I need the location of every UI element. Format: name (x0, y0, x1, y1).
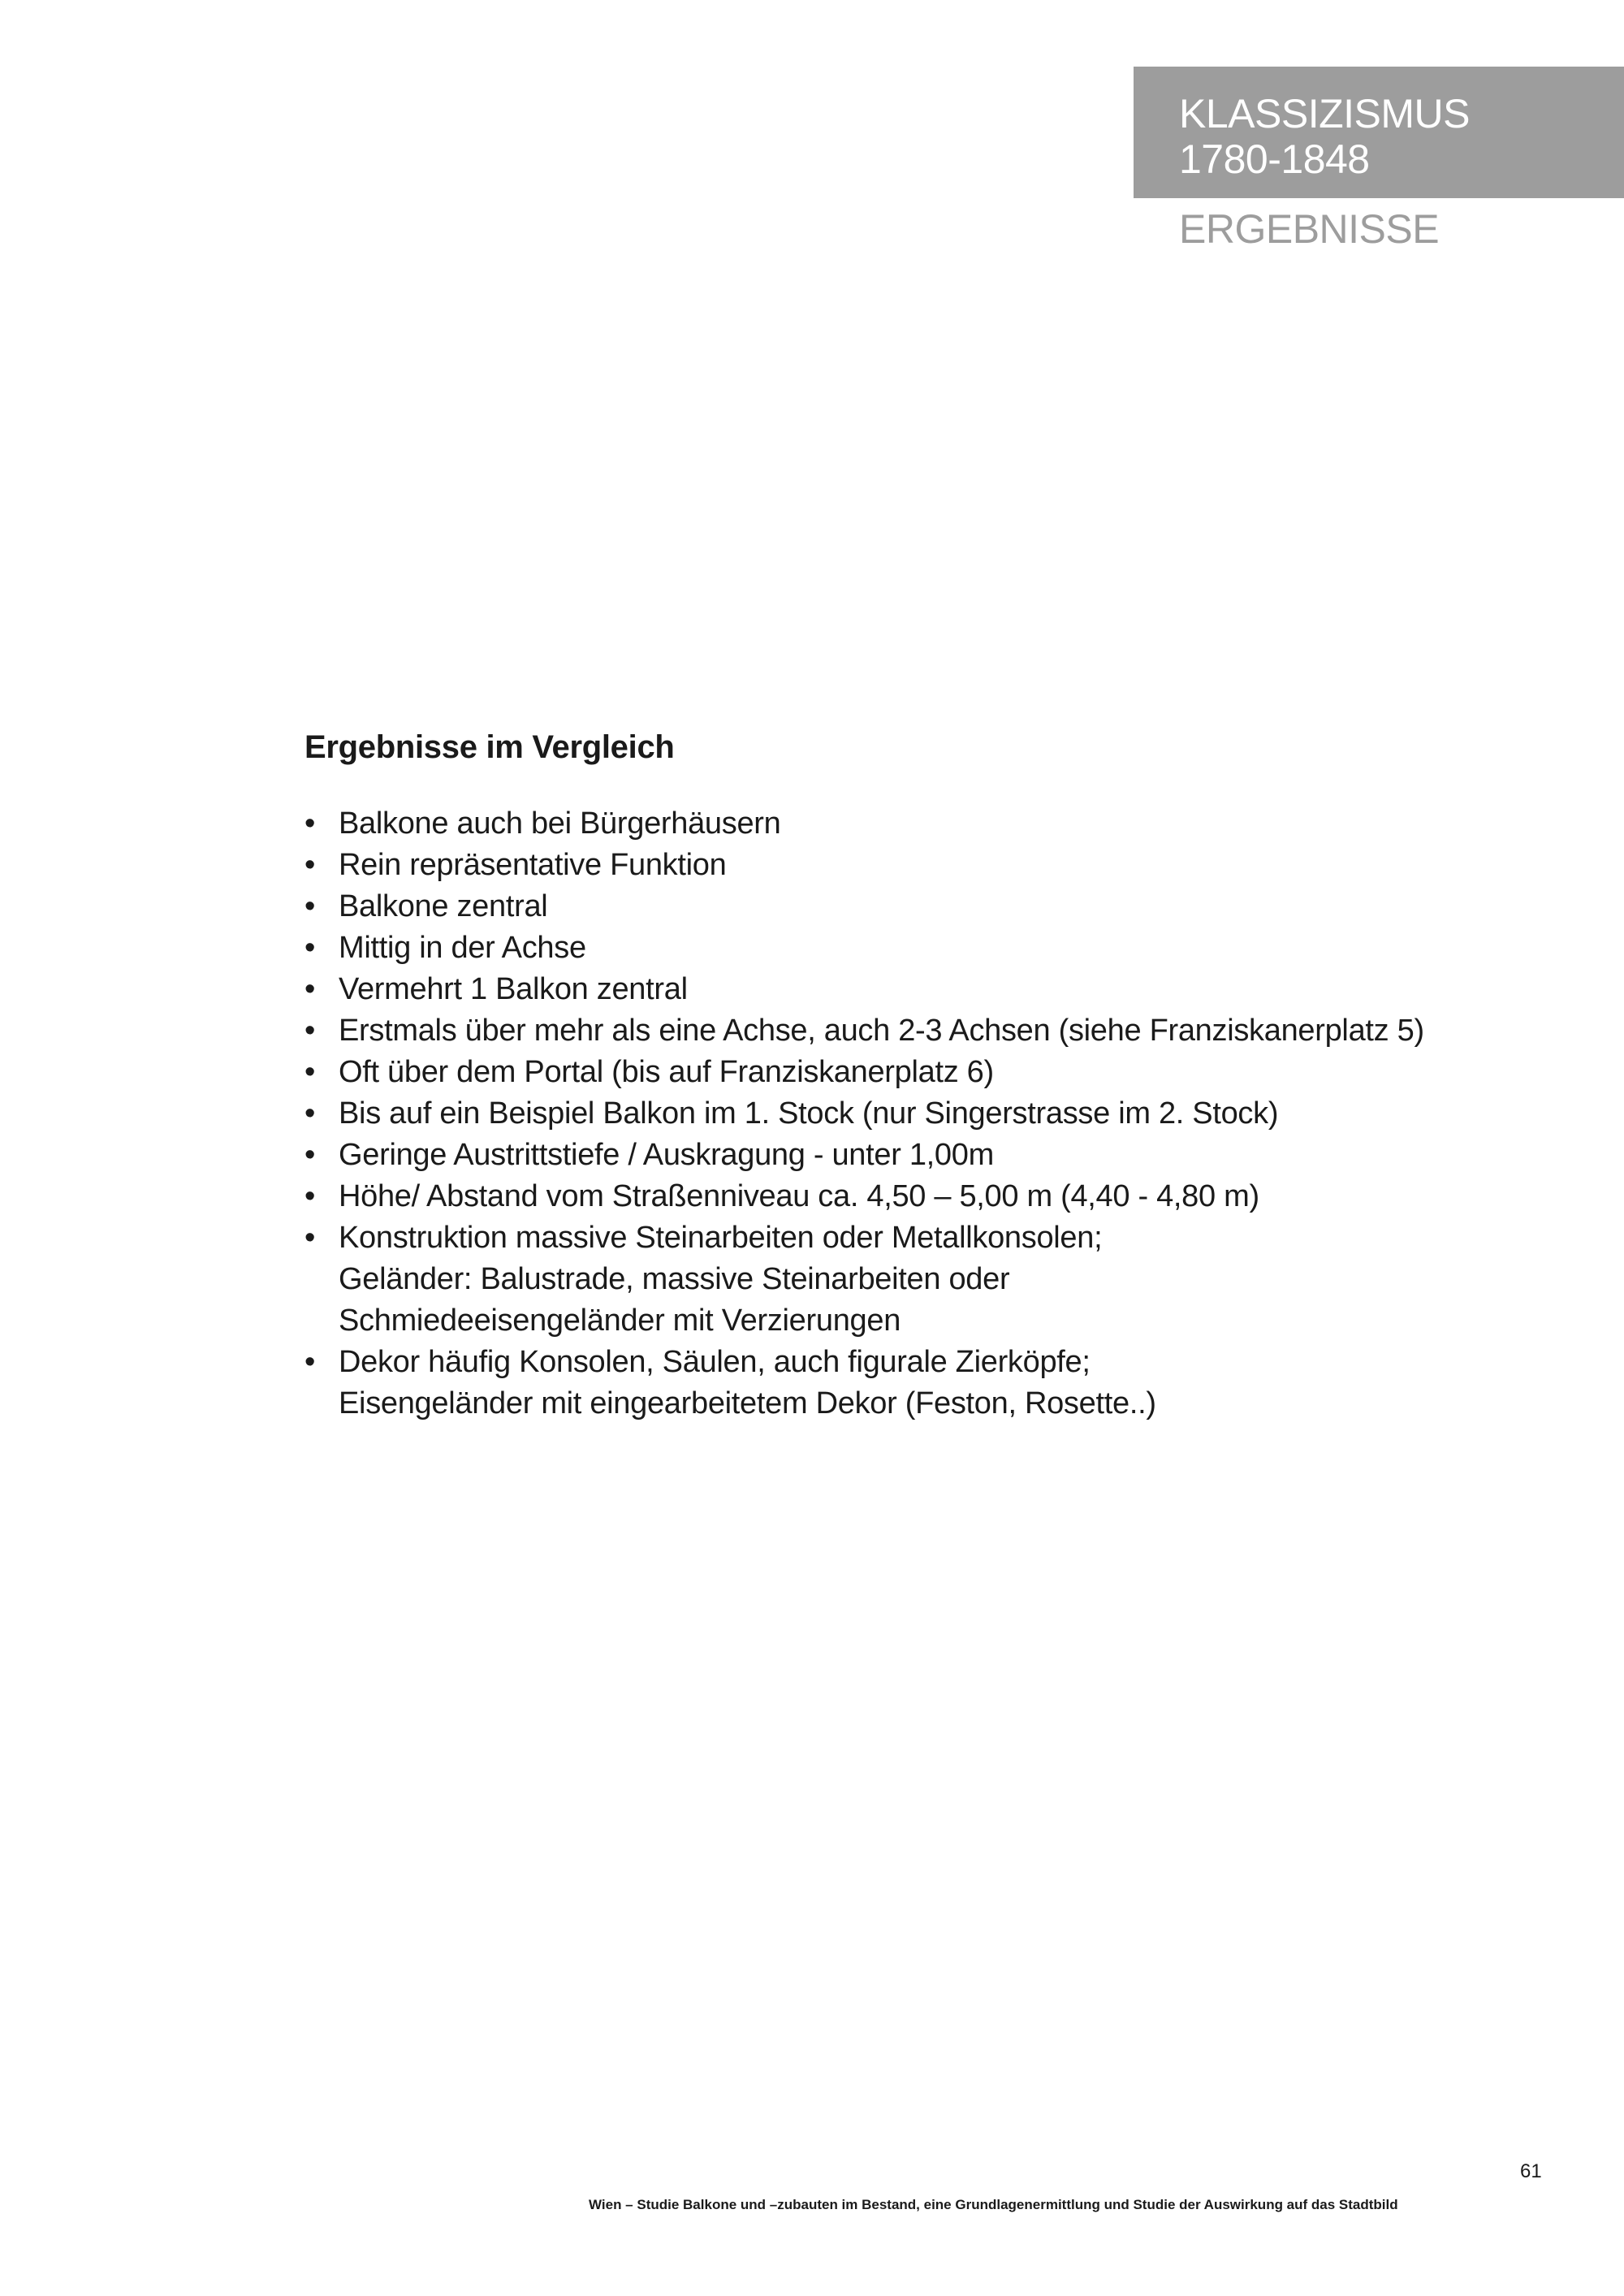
bullet-icon: • (304, 806, 316, 841)
list-item (304, 1342, 1482, 1425)
list-item (304, 1052, 1482, 1093)
chapter-subtitle: ERGEBNISSE (1179, 206, 1440, 252)
list-item (304, 1093, 1482, 1135)
list-item-text: Bis auf ein Beispiel Balkon im 1. Stock (nur Singerstrasse im 2. Stock) (339, 1096, 1279, 1131)
list-item-text: Vermehrt 1 Balkon zentral (339, 972, 688, 1006)
list-item-text: Eisengeländer mit eingearbeitetem Dekor (Feston, Rosette..) (339, 1386, 1156, 1420)
list-item-text: Mittig in der Achse (339, 931, 586, 965)
bullet-icon: • (304, 972, 316, 1006)
list-item-text: Geringe Austrittstiefe / Auskragung - unter 1,00m (339, 1138, 994, 1172)
list-item-text: Balkone zentral (339, 889, 548, 923)
page-number: 61 (1520, 2160, 1542, 2182)
chapter-title-box (1134, 67, 1624, 198)
list-item (304, 845, 1482, 886)
list-item-text: Schmiedeeisengeländer mit Verzierungen (339, 1304, 901, 1338)
bullet-icon: • (304, 848, 316, 882)
bullet-icon: • (304, 1345, 316, 1379)
bullet-icon: • (304, 1138, 316, 1172)
list-item (304, 1135, 1482, 1176)
bullet-icon: • (304, 1096, 316, 1131)
bullet-icon: • (304, 1055, 316, 1089)
list-item (304, 1176, 1482, 1217)
list-item-text: Balkone auch bei Bürgerhäusern (339, 806, 781, 841)
section-heading: Ergebnisse im Vergleich (304, 729, 675, 765)
list-item-text: Erstmals über mehr als eine Achse, auch 2-3 Achsen (siehe Franziskanerplatz 5) (339, 1014, 1424, 1048)
chapter-title (1179, 91, 1624, 182)
list-item (304, 886, 1482, 927)
list-item (304, 927, 1482, 969)
bullet-icon: • (304, 1014, 316, 1048)
chapter-title-line2: 1780-1848 (1179, 136, 1370, 182)
bullet-icon: • (304, 1179, 316, 1213)
bullet-list (304, 803, 1482, 1425)
list-item-text: Oft über dem Portal (bis auf Franziskanerplatz 6) (339, 1055, 994, 1089)
list-item-text: Konstruktion massive Steinarbeiten oder Metallkonsolen; (339, 1221, 1103, 1255)
bullet-icon: • (304, 1221, 316, 1255)
list-item-text: Geländer: Balustrade, massive Steinarbeiten oder (339, 1262, 1010, 1296)
results-section (304, 727, 1482, 1425)
list-item-text: Dekor häufig Konsolen, Säulen, auch figurale Zierköpfe; (339, 1345, 1091, 1379)
list-item-text: Höhe/ Abstand vom Straßenniveau ca. 4,50 – 5,00 m (4,40 - 4,80 m) (339, 1179, 1259, 1213)
list-item (304, 1010, 1482, 1052)
footer-text: Wien – Studie Balkone und –zubauten im Bestand, eine Grundlagenermittlung und Studie der Auswirkung auf das Stadtbild (589, 2197, 1398, 2212)
list-item (304, 803, 1482, 845)
chapter-title-line1: KLASSIZISMUS (1179, 91, 1470, 136)
list-item (304, 969, 1482, 1010)
list-item (304, 1217, 1482, 1342)
bullet-icon: • (304, 889, 316, 923)
bullet-icon: • (304, 931, 316, 965)
list-item-text: Rein repräsentative Funktion (339, 848, 727, 882)
